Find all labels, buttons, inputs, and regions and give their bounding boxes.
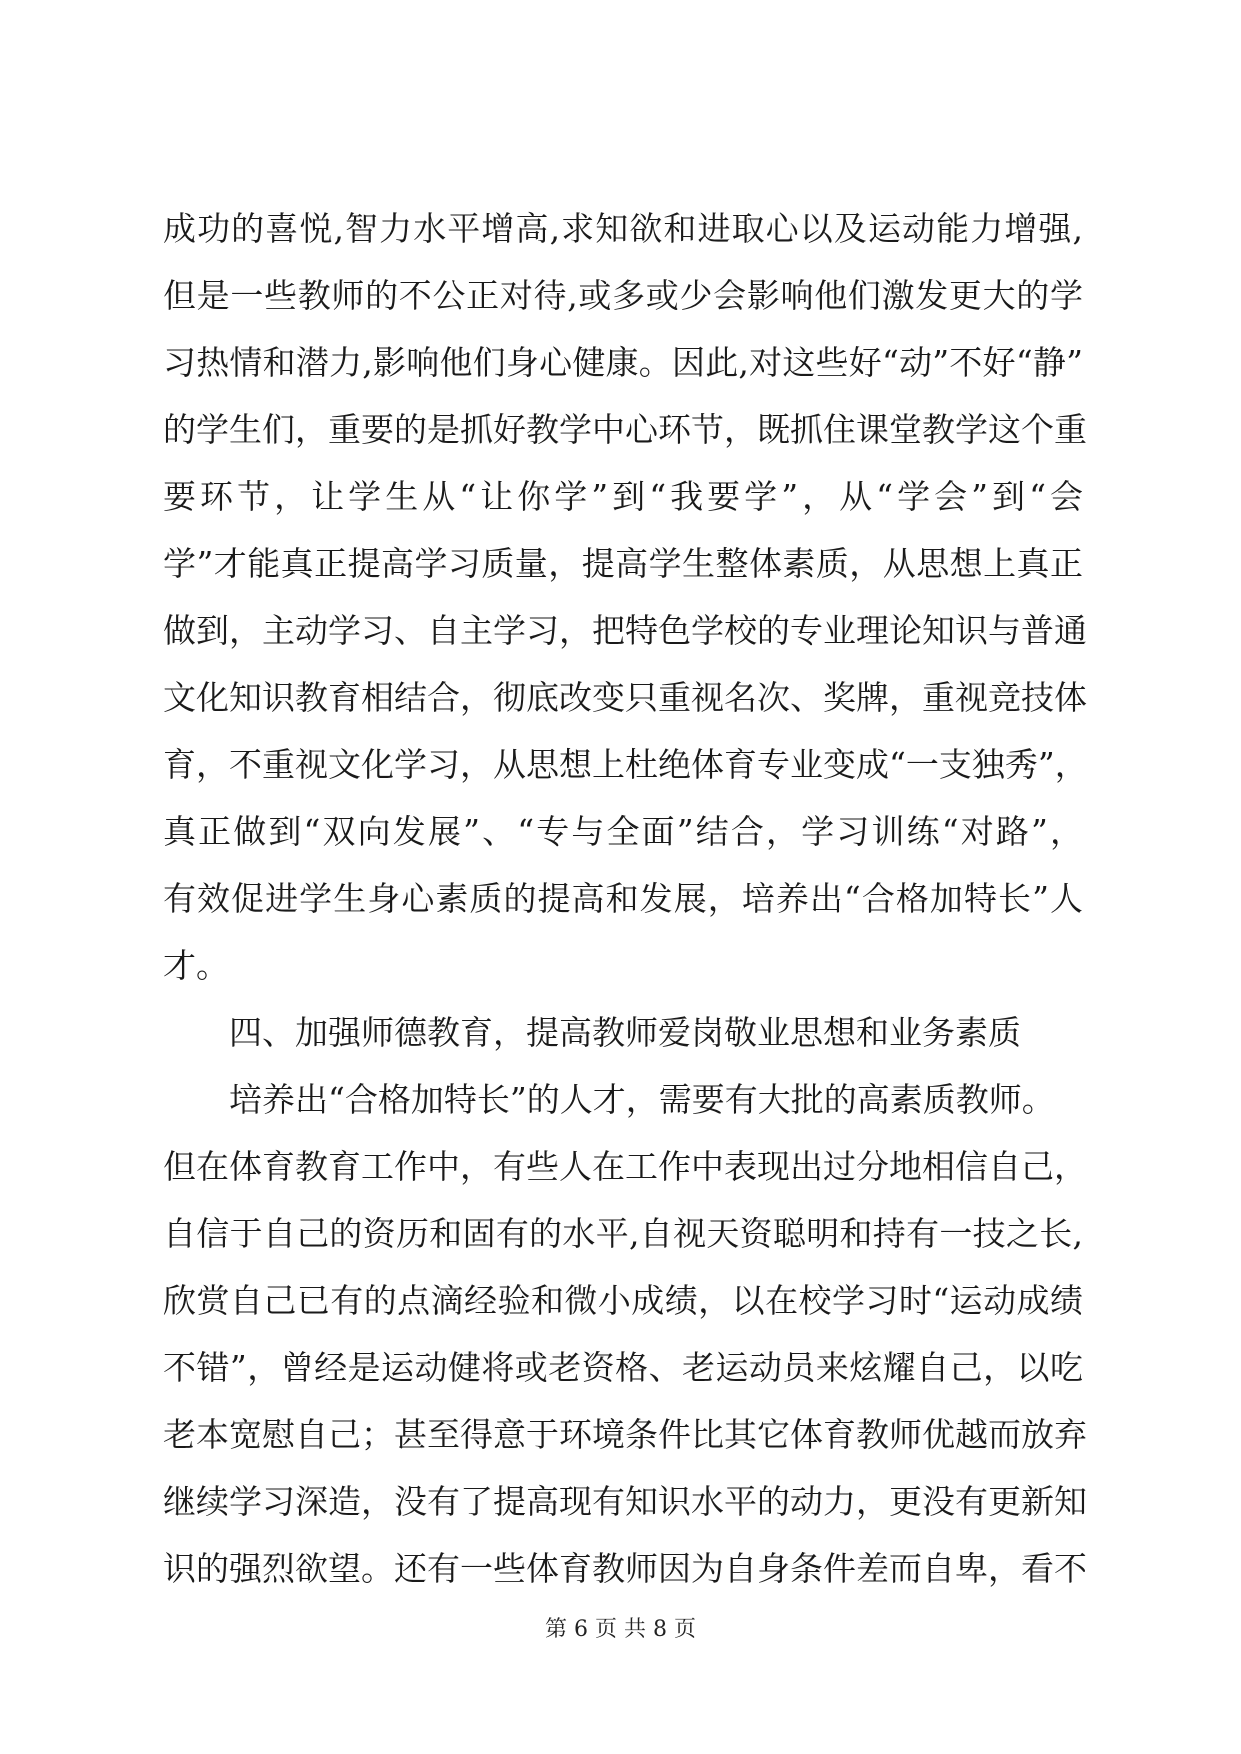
text-line: 做到，主动学习、自主学习，把特色学校的专业理论知识与普通 — [163, 611, 1087, 650]
body-text — [163, 195, 1088, 1602]
text-line: 培养出“合格加特长”的人才，需要有大批的高素质教师。 — [229, 1080, 1055, 1119]
text-line: 有效促进学生身心素质的提高和发展，培养出“合格加特长”人 — [163, 879, 1083, 918]
text-line: 才。 — [163, 946, 229, 985]
text-line: 不错”，曾经是运动健将或老资格、老运动员来炫耀自己，以吃 — [163, 1348, 1083, 1387]
text-line: 真正做到“双向发展”、“专与全面”结合，学习训练“对路”， — [163, 812, 1083, 851]
text-line: 要环节，让学生从“让你学”到“我要学”，从“学会”到“会 — [163, 477, 1083, 516]
text-line: 的学生们，重要的是抓好教学中心环节，既抓住课堂教学这个重 — [163, 410, 1087, 449]
section-heading: 四、加强师德教育，提高教师爱岗敬业思想和业务素质 — [229, 1013, 1021, 1052]
text-line: 习热情和潜力,影响他们身心健康。因此,对这些好“动”不好“静” — [163, 343, 1083, 382]
text-line: 学”才能真正提高学习质量，提高学生整体素质，从思想上真正 — [163, 544, 1083, 583]
text-line: 识的强烈欲望。还有一些体育教师因为自身条件差而自卑，看不 — [163, 1549, 1087, 1588]
text-line: 继续学习深造，没有了提高现有知识水平的动力，更没有更新知 — [163, 1482, 1087, 1521]
text-line: 育，不重视文化学习，从思想上杜绝体育专业变成“一支独秀”， — [163, 745, 1088, 784]
page-number-footer: 第 6 页 共 8 页 — [545, 1617, 696, 1642]
text-line: 欣赏自己已有的点滴经验和微小成绩，以在校学习时“运动成绩 — [163, 1281, 1083, 1320]
text-line: 但在体育教育工作中，有些人在工作中表现出过分地相信自己， — [163, 1147, 1087, 1186]
text-line: 文化知识教育相结合，彻底改变只重视名次、奖牌，重视竞技体 — [163, 678, 1087, 717]
text-line: 老本宽慰自己；甚至得意于环境条件比其它体育教师优越而放弃 — [163, 1415, 1087, 1454]
text-line: 自信于自己的资历和固有的水平,自视天资聪明和持有一技之长, — [163, 1214, 1083, 1253]
text-line: 但是一些教师的不公正对待,或多或少会影响他们激发更大的学 — [163, 276, 1083, 315]
text-line: 成功的喜悦,智力水平增高,求知欲和进取心以及运动能力增强, — [163, 209, 1083, 248]
